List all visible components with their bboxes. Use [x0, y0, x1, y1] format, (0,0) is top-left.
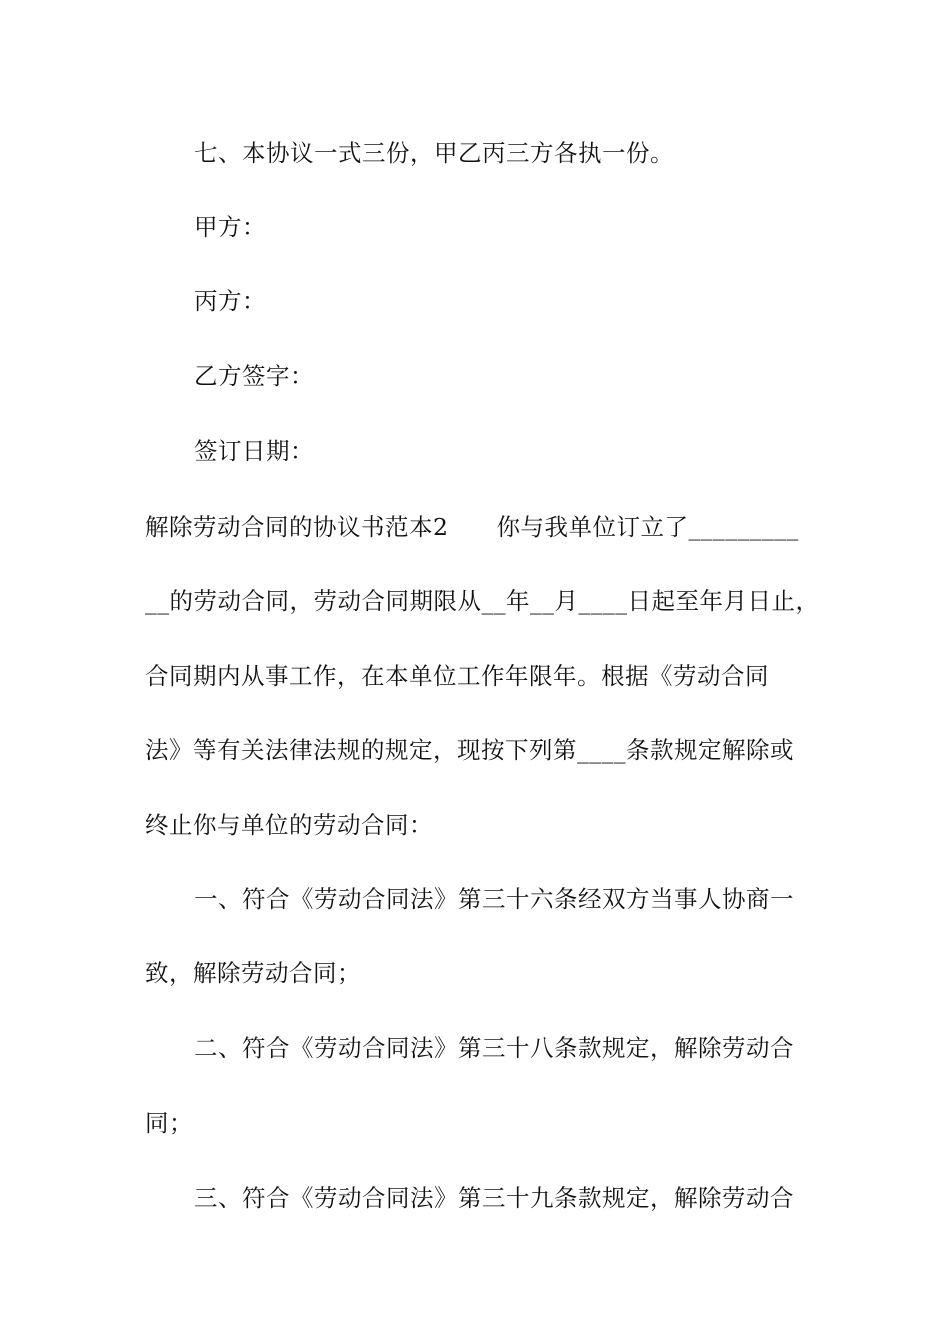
party-b-signature-label: 乙方签字： — [194, 362, 314, 390]
body-text-line: __的劳动合同，劳动合同期限从__年__月____日起至年月日止， — [145, 587, 820, 615]
party-c-label: 丙方： — [194, 287, 266, 315]
clause-one-continuation: 致，解除劳动合同； — [145, 959, 361, 987]
body-text-line: 合同期内从事工作，在本单位工作年限年。根据《劳动合同 — [145, 662, 769, 690]
clause-two-line: 二、符合《劳动合同法》第三十八条款规定，解除劳动合 — [194, 1034, 794, 1062]
signing-date-label: 签订日期： — [194, 437, 314, 465]
clause-seven-copies: 七、本协议一式三份，甲乙丙三方各执一份。 — [194, 139, 674, 167]
body-text-line: 法》等有关法律法规的规定，现按下列第____条款规定解除或 — [145, 736, 794, 764]
clause-one-line: 一、符合《劳动合同法》第三十六条经双方当事人协商一 — [194, 885, 794, 913]
party-a-label: 甲方： — [194, 213, 266, 241]
clause-three-line: 三、符合《劳动合同法》第三十九条款规定，解除劳动合 — [194, 1184, 794, 1212]
clause-two-continuation: 同； — [145, 1109, 193, 1137]
template-two-heading-line: 解除劳动合同的协议书范本2 你与我单位订立了_________ — [145, 513, 799, 541]
body-text-line: 终止你与单位的劳动合同： — [145, 811, 433, 839]
